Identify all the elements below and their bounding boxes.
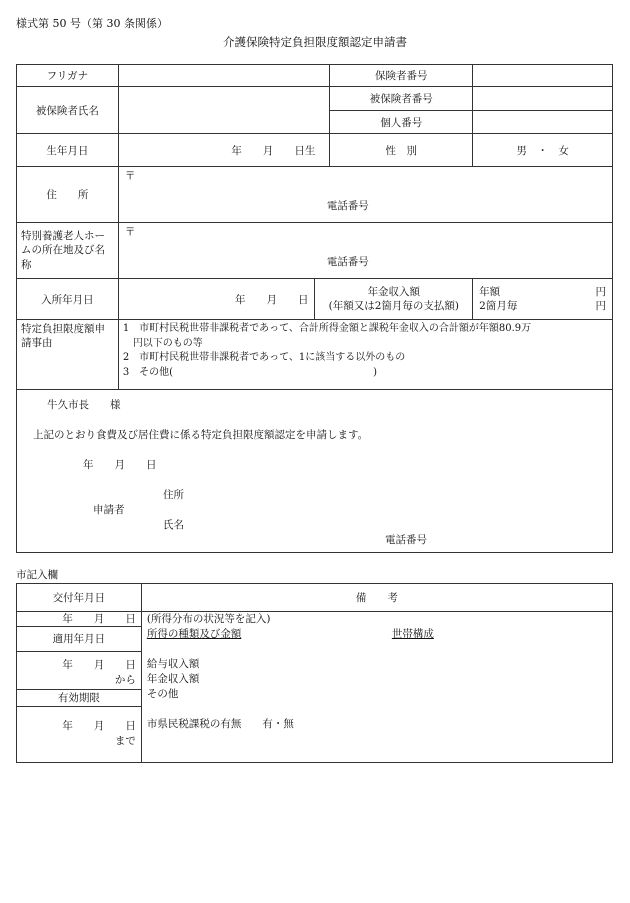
declaration-date[interactable]: 年 月 日 — [83, 459, 157, 471]
sex-options[interactable]: 男 ・ 女 — [473, 134, 613, 167]
facility-field[interactable] — [118, 223, 612, 279]
reason-2[interactable]: 2 市町村民税世帯非課税者であって、1に該当する以外のもの — [122, 352, 406, 363]
other-label: その他 — [146, 688, 179, 700]
reason-options[interactable] — [118, 320, 612, 390]
reason-3[interactable]: 3 その他( ) — [122, 366, 377, 378]
postal-mark: 〒 — [124, 170, 136, 182]
furigana-field[interactable] — [118, 65, 330, 87]
declaration-name-label: 氏名 — [163, 519, 184, 531]
insured-number-label: 被保険者番号 — [330, 87, 473, 111]
insurer-number-field[interactable] — [473, 65, 613, 87]
applicable-date-value: 年 月 日 — [62, 659, 136, 671]
facility-phone-label: 電話番号 — [326, 256, 369, 268]
pension-income-label: 年金収入額 — [146, 673, 200, 685]
insured-number-field[interactable] — [473, 87, 613, 111]
pension-bimonthly-yen: 円 — [595, 300, 606, 312]
insured-name-field[interactable] — [118, 87, 330, 134]
facility-postal-mark: 〒 — [124, 226, 136, 238]
facility-label: 特別養護老人ホームの所在地及び名称 — [17, 223, 119, 279]
from-label: から — [114, 674, 136, 687]
personal-number-label: 個人番号 — [330, 111, 473, 134]
office-use-table — [16, 583, 613, 763]
pension-label — [315, 279, 473, 320]
birthdate-label: 生年月日 — [17, 134, 119, 167]
birthdate-field[interactable]: 年 月 日生 — [118, 134, 330, 167]
office-date-column — [17, 612, 142, 763]
declaration-address-label: 住所 — [163, 489, 184, 501]
tax-status-label: 市県民税課税の有無 有・無 — [146, 718, 294, 730]
declaration-statement: 上記のとおり食費及び居住費に係る特定負担限度額認定を申請します。 — [33, 429, 369, 441]
household-label: 世帯構成 — [391, 628, 434, 640]
address-label: 住 所 — [17, 167, 119, 223]
declaration-block — [17, 390, 613, 553]
remarks-label: 備 考 — [141, 584, 612, 612]
pension-bimonthly-label: 2箇月毎 — [479, 300, 518, 312]
pension-annual-yen: 円 — [595, 285, 606, 298]
address-phone-label: 電話番号 — [326, 200, 369, 212]
application-form-table — [16, 64, 613, 553]
admission-date-field[interactable]: 年 月 日 — [118, 279, 315, 320]
declaration-phone-label: 電話番号 — [385, 534, 427, 546]
form-number: 様式第 50 号（第 30 条関係） — [16, 17, 168, 30]
salary-income-label: 給与収入額 — [146, 658, 200, 670]
admission-date-label: 入所年月日 — [17, 279, 119, 320]
insured-name-label: 被保険者氏名 — [17, 87, 119, 134]
pension-amount-field[interactable] — [473, 279, 613, 320]
applicable-date-label: 適用年月日 — [17, 627, 141, 652]
income-type-label: 所得の種類及び金額 — [146, 628, 242, 640]
sex-label: 性 別 — [330, 134, 473, 167]
reason-label: 特定負担限度額申請事由 — [17, 320, 119, 390]
office-section-label: 市記入欄 — [16, 569, 58, 581]
form-title: 介護保険特定負担限度額認定申請書 — [223, 35, 407, 49]
personal-number-field[interactable] — [473, 111, 613, 134]
valid-period-label: 有効期限 — [17, 690, 141, 707]
pension-label-main: 年金収入額 — [367, 285, 421, 298]
pension-annual-label: 年額 — [479, 285, 501, 298]
furigana-label: フリガナ — [17, 65, 119, 87]
insurer-number-label: 保険者番号 — [330, 65, 473, 87]
issue-date-label: 交付年月日 — [17, 584, 142, 612]
addressee: 牛久市長 様 — [47, 399, 121, 411]
declaration-applicant-label: 申請者 — [93, 504, 125, 516]
reason-1-cont: 円以下のもの等 — [132, 337, 203, 349]
until-label: まで — [114, 735, 136, 748]
valid-period-value: 年 月 日 — [62, 720, 136, 732]
issue-date-field[interactable]: 年 月 日 — [17, 612, 141, 627]
remarks-field[interactable] — [141, 612, 612, 763]
remarks-note: (所得分布の状況等を記入) — [146, 613, 271, 625]
applicable-date-field[interactable] — [17, 652, 141, 690]
address-field[interactable] — [118, 167, 612, 223]
valid-period-field[interactable] — [17, 707, 141, 761]
reason-1[interactable]: 1 市町村民税世帯非課税者であって、合計所得金額と課税年金収入の合計額が年額80.9万 — [122, 323, 532, 334]
pension-label-sub: (年額又は2箇月毎の支払額) — [328, 300, 459, 312]
